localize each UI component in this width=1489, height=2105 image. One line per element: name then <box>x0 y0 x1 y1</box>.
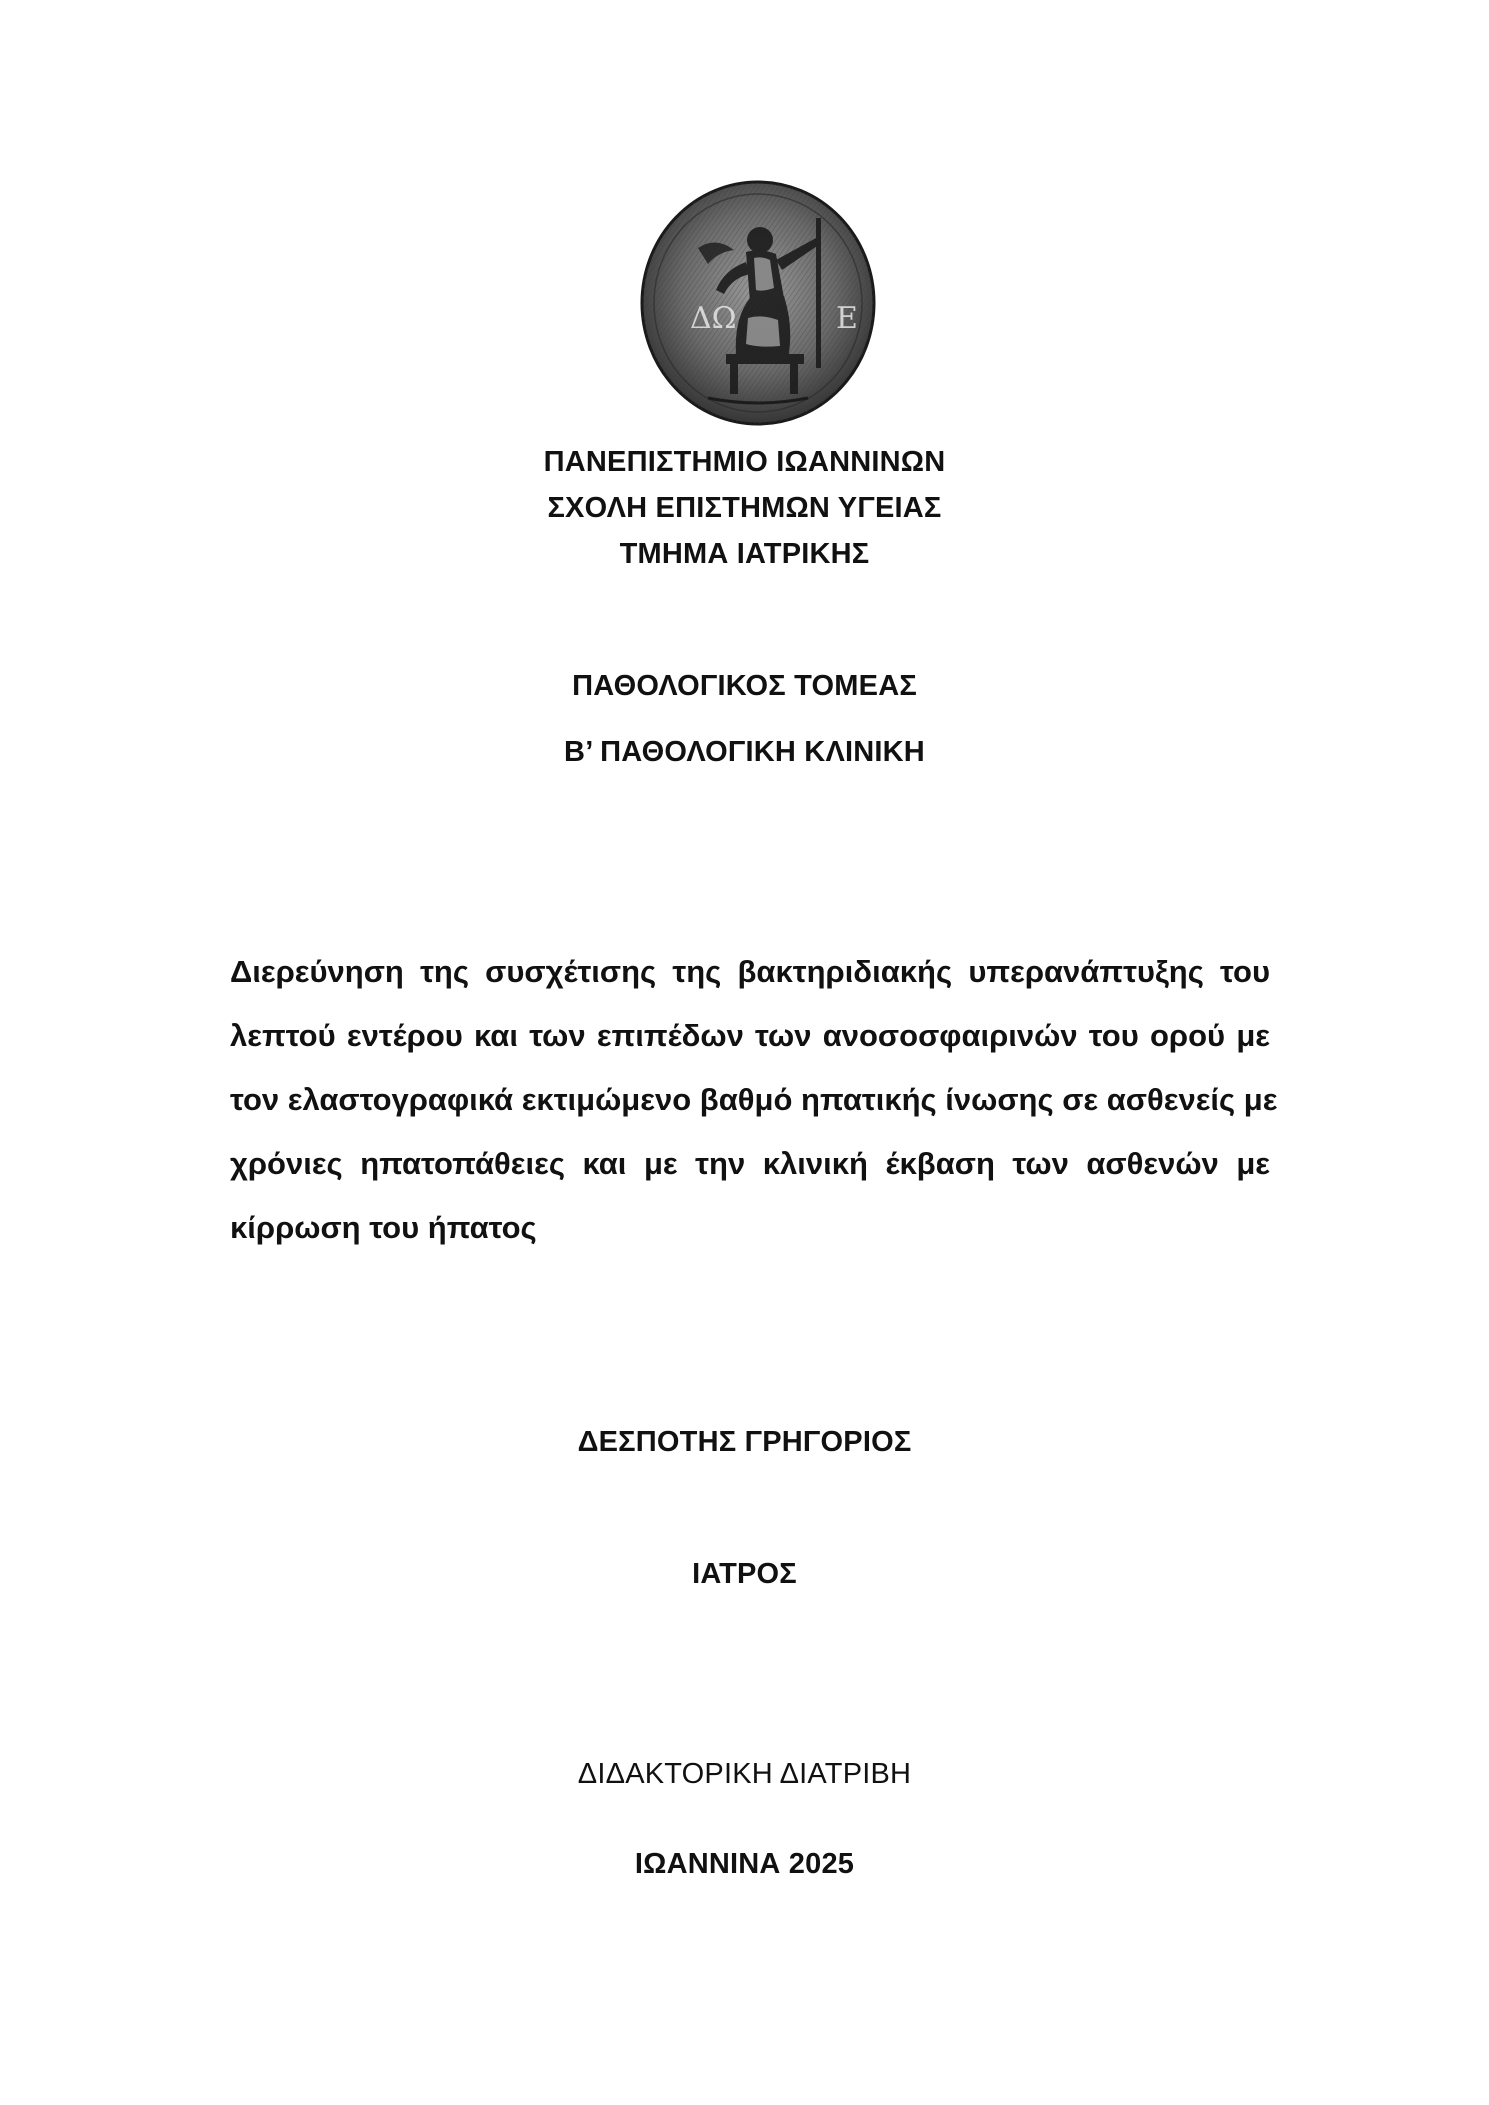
thesis-title-line: λεπτού εντέρου και των επιπέδων των ανοσοσφαιρινών του ορού με <box>230 1018 1270 1053</box>
author-name: ΔΕΣΠΟΤΗΣ ΓΡΗΓΟΡΙΟΣ <box>577 1426 912 1458</box>
clinic-name: Β’ ΠΑΘΟΛΟΓΙΚΗ ΚΛΙΝΙΚΗ <box>564 736 925 768</box>
thesis-title-line: τον ελαστογραφικά εκτιμώμενο βαθμό ηπατικής ίνωσης σε ασθενείς με <box>230 1082 1278 1117</box>
sector-name: ΠΑΘΟΛΟΓΙΚΟΣ ΤΟΜΕΑΣ <box>572 670 917 702</box>
place-year: ΙΩΑΝΝΙΝΑ 2025 <box>634 1848 855 1880</box>
department-name: ΤΜΗΜΑ ΙΑΤΡΙΚΗΣ <box>619 538 870 570</box>
thesis-title-line: χρόνιες ηπατοπάθειες και με την κλινική έκβαση των ασθενών με <box>230 1146 1270 1181</box>
thesis-title-line: κίρρωση του ήπατος <box>230 1210 537 1245</box>
author-profession: ΙΑΤΡΟΣ <box>692 1558 797 1590</box>
university-name: ΠΑΝΕΠΙΣΤΗΜΙΟ ΙΩΑΝΝΙΝΩΝ <box>543 446 946 478</box>
thesis-title <box>230 940 1278 1260</box>
seal-letter-right: Ε <box>836 301 858 336</box>
university-coin-seal-icon <box>638 178 878 428</box>
seal-letter-left: ΔΩ <box>690 301 737 336</box>
document-type: ΔΙΔΑΚΤΟΡΙΚΗ ΔΙΑΤΡΙΒΗ <box>577 1758 912 1790</box>
school-name: ΣΧΟΛΗ ΕΠΙΣΤΗΜΩΝ ΥΓΕΙΑΣ <box>547 492 942 524</box>
thesis-title-line: Διερεύνηση της συσχέτισης της βακτηριδιακής υπερανάπτυξης του <box>230 954 1270 989</box>
